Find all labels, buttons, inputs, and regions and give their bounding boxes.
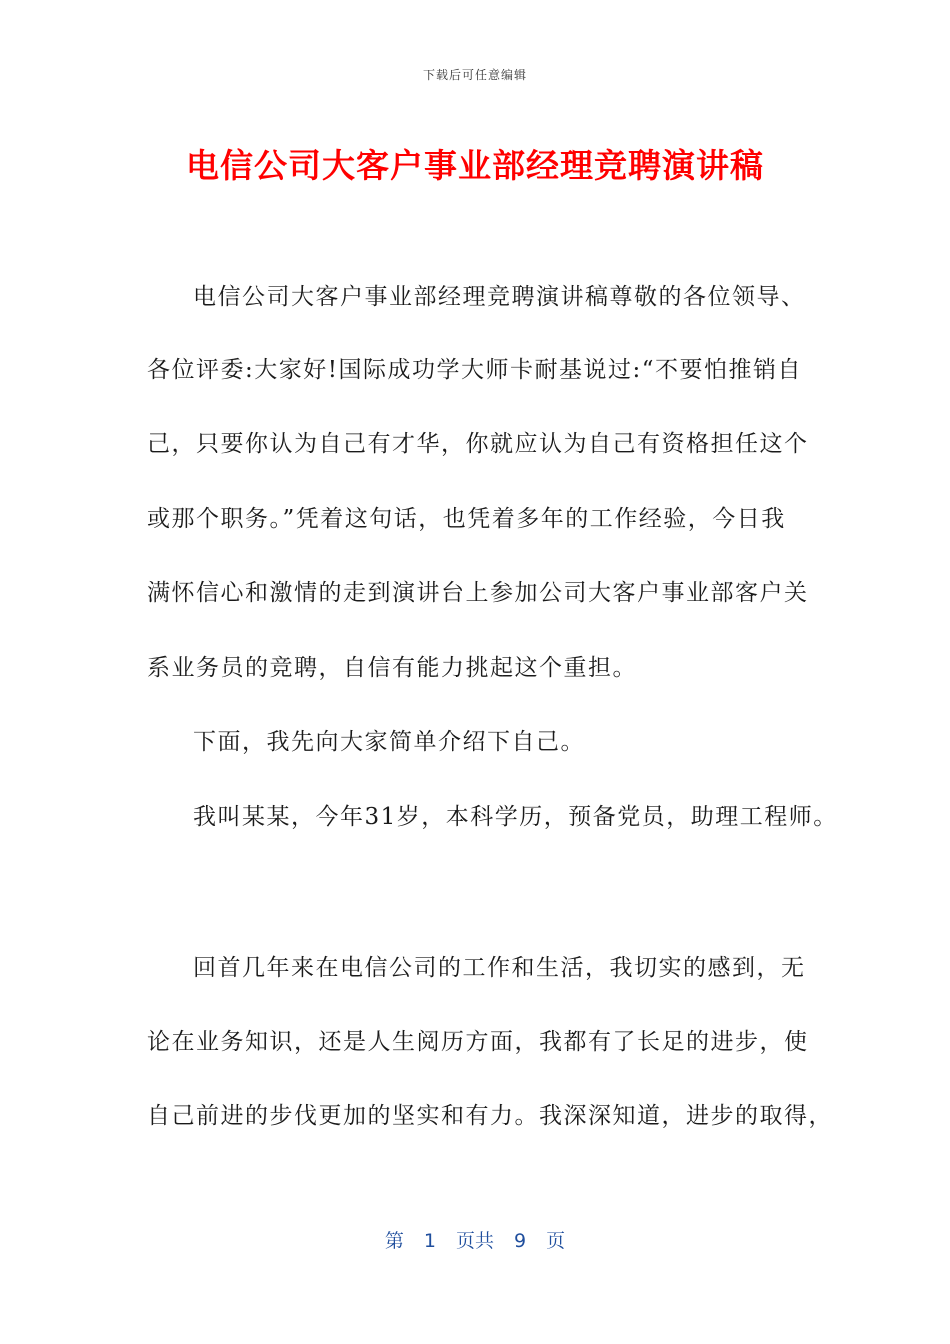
- page-total-number: 9: [514, 1230, 527, 1252]
- page-label-middle: 页共: [455, 1230, 494, 1252]
- page-label-prefix: 第: [384, 1230, 404, 1252]
- document-title: 电信公司大客户事业部经理竞聘演讲稿: [186, 146, 764, 185]
- paragraph-line: 我叫某某，今年31岁，本科学历，预备党员，助理工程师。: [193, 804, 838, 830]
- paragraph-line: 系业务员的竞聘，自信有能力挑起这个重担。: [147, 655, 637, 681]
- paragraph-line: 各位评委:大家好!国际成功学大师卡耐基说过:“不要怕推销自: [147, 357, 802, 383]
- paragraph-line: 满怀信心和激情的走到演讲台上参加公司大客户事业部客户关: [147, 580, 809, 606]
- paragraph-line: 下面，我先向大家简单介绍下自己。: [193, 729, 585, 755]
- page-footer: [0, 1226, 950, 1253]
- header-note: 下载后可任意编辑: [422, 68, 527, 82]
- paragraph-line: 回首几年来在电信公司的工作和生活，我切实的感到，无: [193, 955, 806, 981]
- paragraph-line: 电信公司大客户事业部经理竞聘演讲稿尊敬的各位领导、: [193, 284, 806, 310]
- paragraph-line: 己，只要你认为自己有才华，你就应认为自己有资格担任这个: [147, 431, 809, 457]
- paragraph-line: 论在业务知识，还是人生阅历方面，我都有了长足的进步，使: [147, 1029, 809, 1055]
- page-label-suffix: 页: [546, 1230, 566, 1252]
- paragraph-line: 或那个职务。”凭着这句话，也凭着多年的工作经验，今日我: [147, 506, 786, 532]
- page-current-number: 1: [423, 1230, 436, 1252]
- paragraph-line: 自己前进的步伐更加的坚实和有力。我深深知道，进步的取得，: [147, 1103, 833, 1129]
